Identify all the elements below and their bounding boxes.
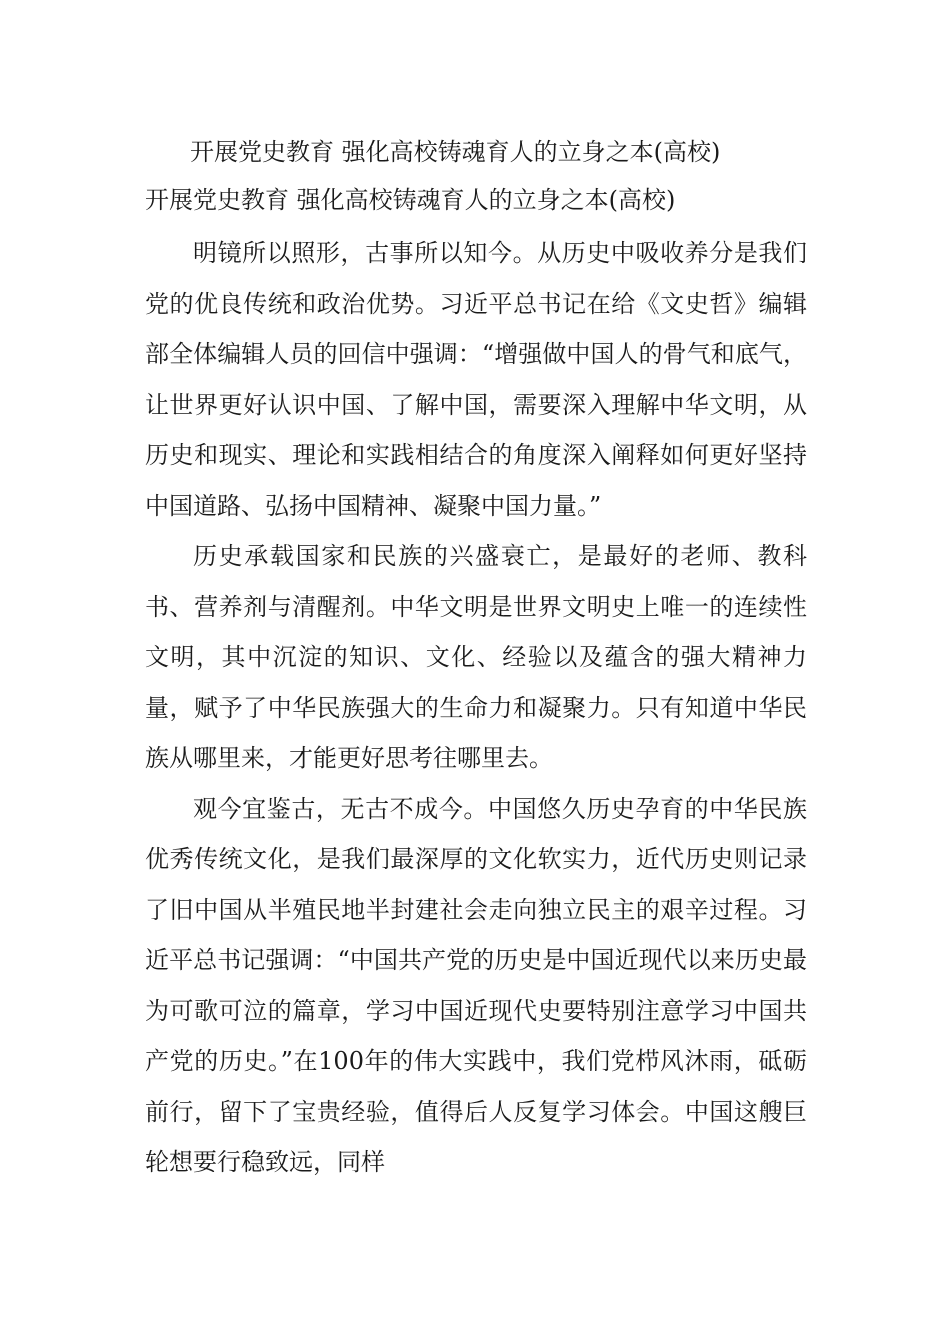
document-title: 开展党史教育 强化高校铸魂育人的立身之本(高校) [190,138,721,166]
paragraph-3: 观今宜鉴古，无古不成今。中国悠久历史孕育的中华民族优秀传统文化，是我们最深厚的文化软实力，近代历史则记录了旧中国从半殖民地半封建社会走向独立民主的艰辛过程。习近平总书记强调：“中国共产党的历史是中国近现代以来历史最为可歌可泣的篇章，学习中国近现代史要特别注意学习中国共产党的历史。”在100年的伟大实践中，我们党栉风沐雨，砥砺前行，留下了宝贵经验，值得后人反复学习体会。中国这艘巨轮想要行稳致远，同样 [145,794,807,1176]
paragraph-2: 历史承载国家和民族的兴盛衰亡，是最好的老师、教科书、营养剂与清醒剂。中华文明是世界文明史上唯一的连续性文明，其中沉淀的知识、文化、经验以及蕴含的强大精神力量，赋予了中华民族强大的生命力和凝聚力。只有知道中华民族从哪里来，才能更好思考往哪里去。 [145,542,807,772]
document-subtitle: 开展党史教育 强化高校铸魂育人的立身之本(高校) [145,186,676,214]
paragraph-1: 明镜所以照形，古事所以知今。从历史中吸收养分是我们党的优良传统和政治优势。习近平总书记在给《文史哲》编辑部全体编辑人员的回信中强调：“增强做中国人的骨气和底气，让世界更好认识中国、了解中国，需要深入理解中华文明，从历史和现实、理论和实践相结合的角度深入阐释如何更好坚持中国道路、弘扬中国精神、凝聚中国力量。” [145,239,807,520]
document-body [145,228,807,1188]
